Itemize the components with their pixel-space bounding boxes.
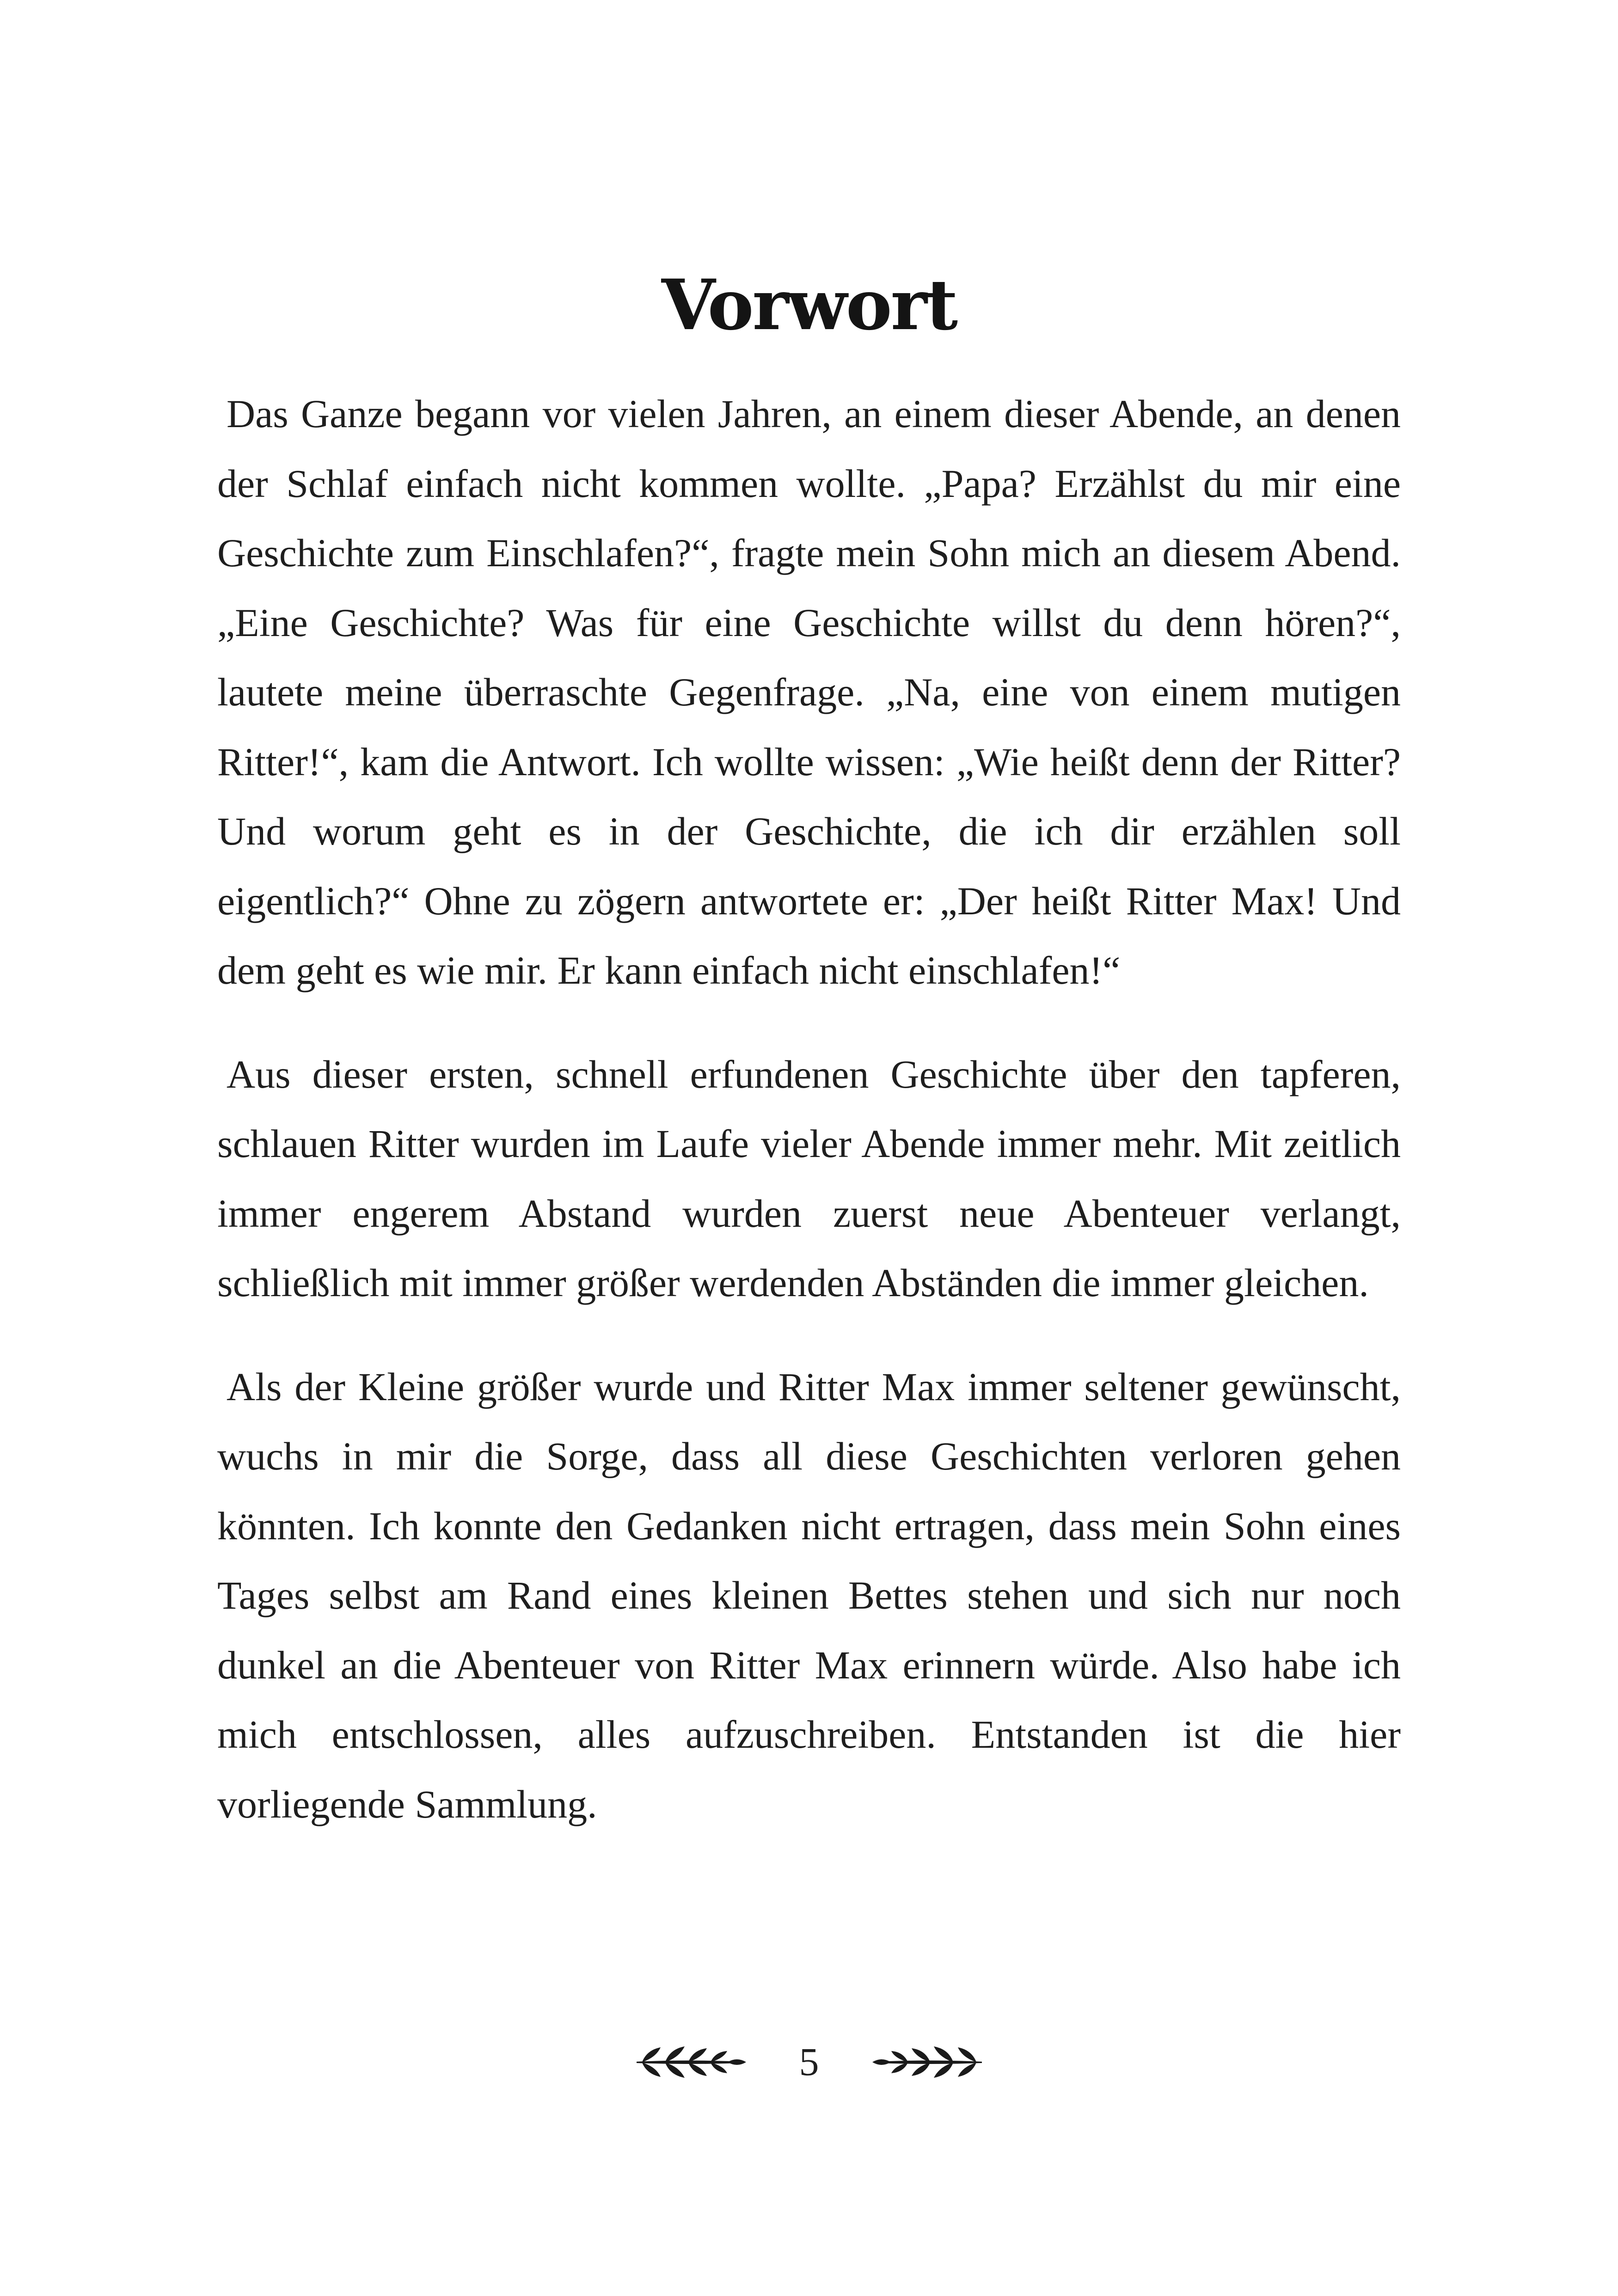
paragraph-1: Das Ganze begann vor vielen Jahren, an einem dieser Abende, an denen der Schlaf einfach nicht kommen wollte. „Papa? Erzählst du mir eine Geschichte zum Einschlafen?“, fragte mein Sohn mich an diesem Abend. „Eine Geschichte? Was für eine Geschichte willst du denn hören?“, lautete meine überraschte Gegenfrage. „Na, eine von einem mutigen Ritter!“, kam die Antwort. Ich wollte wissen: „Wie heißt denn der Ritter? Und worum geht es in der Geschichte, die ich dir erzählen soll eigentlich?“ Ohne zu zögern antwortete er: „Der heißt Ritter Max! Und dem geht es wie mir. Er kann einfach nicht einschlafen!“ [217,392,1401,992]
paragraph-3: Als der Kleine größer wurde und Ritter Max immer seltener gewünscht, wuchs in mir die Sorge, dass all diese Geschichten verloren gehen könnten. Ich konnte den Gedanken nicht ertragen, dass mein Sohn eines Tages selbst am Rand eines kleinen Bettes stehen und sich nur noch dunkel an die Abenteuer von Ritter Max erinnern würde. Also habe ich mich entschlossen, alles aufzuschreiben. Entstanden ist die hier vorliegende Sammlung. [217,1364,1401,1826]
paragraph-2: Aus dieser ersten, schnell erfundenen Geschichte über den tapferen, schlauen Ritter wurden im Laufe vieler Abende immer mehr. Mit zeitlich immer engerem Abstand wurden zuerst neue Abenteuer verlangt, schließlich mit immer größer werdenden Abständen die immer gleichen. [217,1052,1401,1305]
page-title: Vorwort [661,264,957,346]
laurel-branch-icon [870,2036,986,2087]
laurel-branch-icon [633,2036,748,2087]
body-text [217,379,1401,1839]
page-footer [0,2029,1618,2094]
page-number: 5 [799,2039,819,2084]
